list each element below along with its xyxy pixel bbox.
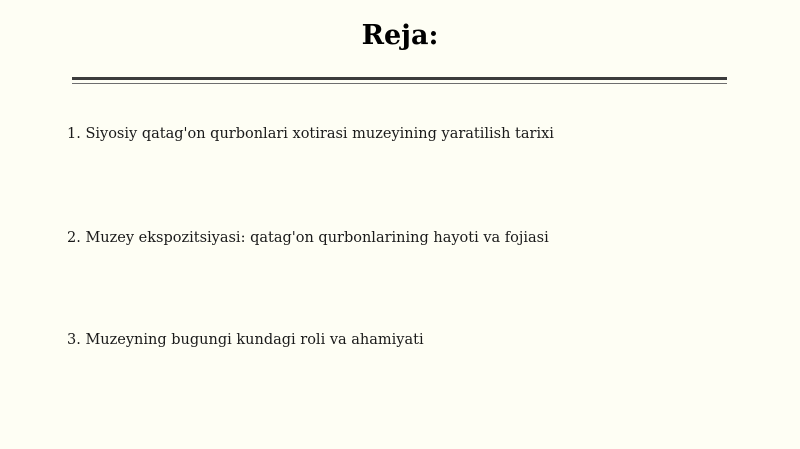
plan-item-1: 1. Siyosiy qatag'on qurbonlari xotirasi muzeyining yaratilish tarixi [67,126,554,142]
title-divider-thin [72,83,727,84]
plan-item-3: 3. Muzeyning bugungi kundagi roli va ahamiyati [67,332,424,348]
plan-item-2: 2. Muzey ekspozitsiyasi: qatag'on qurbonlarining hayoti va fojiasi [67,230,549,246]
slide-title: Reja: [361,20,439,51]
title-divider-thick [72,77,727,80]
